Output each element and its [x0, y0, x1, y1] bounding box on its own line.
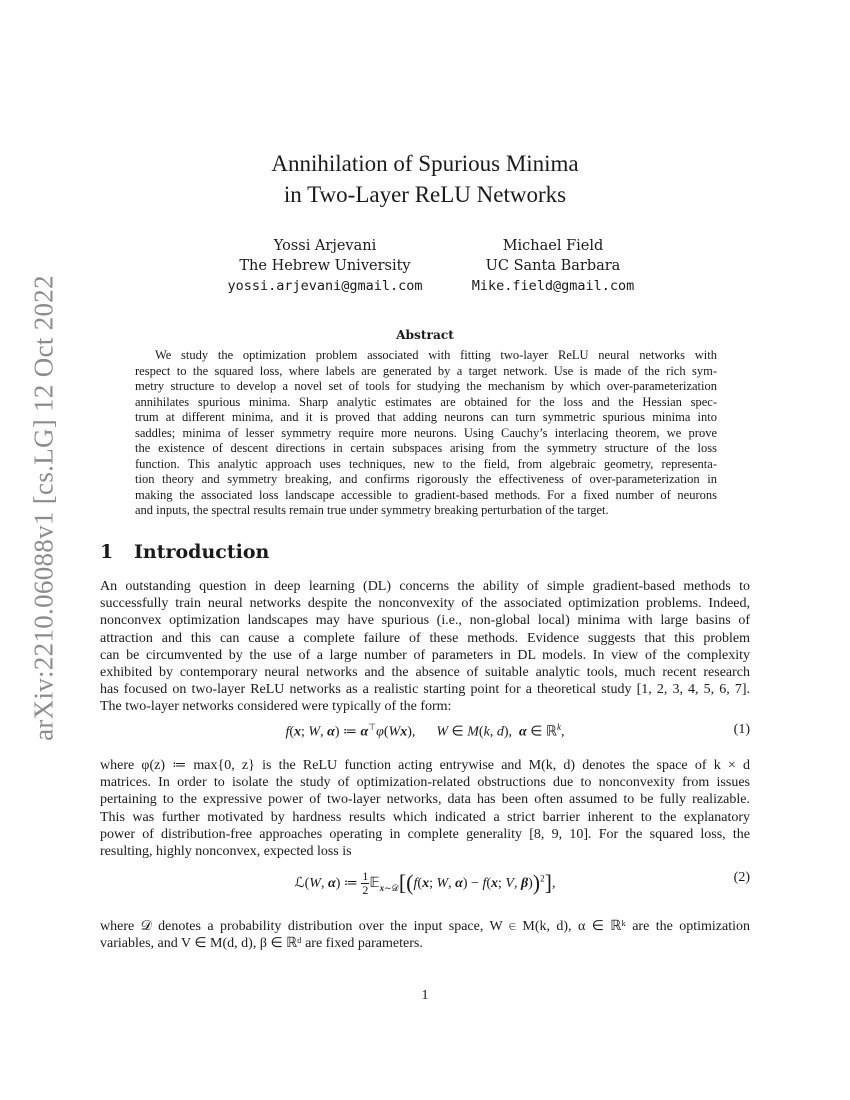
text-line: The two-layer networks considered were typically of the form: [100, 699, 452, 715]
abstract-line: tion theory and symmetry breaking, and confirms rigorously the effectiveness of over-parameterization in [135, 472, 717, 486]
equation-2 [100, 869, 750, 898]
text-line: can be circumvented by the use of a large number of parameters in DL models. In view of the complexity [100, 647, 750, 663]
text-line: exhibited by contemporary neural networks and the absence of suitable analytic tools, much recent research [100, 665, 750, 681]
author-name: Yossi Arjevani [273, 238, 377, 254]
abstract-line: trum at different minima, and it is proved that adding neurons can turn symmetric spurious minima into [135, 410, 717, 424]
equation-2-formula: ℒ(W, α) ≔ $\frac{1}{2}$ 𝔼$_{x\sim 𝒟}$[(f(x; W, α) − f(x; V, β))$^2$], [294, 869, 556, 898]
abstract-line: annihilates spurious minima. Sharp analytic estimates are obtained for the loss and the Hessian spec- [135, 394, 717, 409]
text-line: variables, and V ∈ M(d, d), β ∈ ℝᵈ are fixed parameters. [100, 936, 423, 952]
equation-1-formula: f(x; W, α) ≔ α⊤φ(Wx), W ∈ M(k, d), α ∈ ℝ$^k$, [285, 722, 565, 740]
author-block-2 [440, 236, 666, 296]
abstract-line: the existence of descent directions in certain subspaces arising from the symmetry structure of the loss [135, 441, 717, 455]
arxiv-identifier-text: arXiv:2210.06088v1 [cs.LG] 12 Oct 2022 [28, 275, 59, 741]
section-number: 1 [100, 541, 114, 563]
author-affiliation: The Hebrew University [239, 258, 411, 274]
abstract-line: We study the optimization problem associated with fitting two-layer ReLU neural networks with [155, 348, 717, 362]
author-name: Michael Field [502, 238, 604, 254]
text-line: This was further motivated by hardness results which indicated a strict barrier inherent to the explanatory [100, 809, 750, 825]
text-line: power of distribution-free approaches operating in complete generality [8, 9, 10]. For the squared loss, the [100, 826, 750, 842]
abstract-line: metry structure to develop a novel set of tools for studying the mechanism by which over-parameterization [135, 379, 717, 393]
abstract-line: making the associated loss landscape accessible to gradient-based methods. For a fixed number of neurons [135, 487, 717, 502]
title-line-1: Annihilation of Spurious Minima [271, 151, 579, 176]
text-line: has focused on two-layer ReLU networks as a realistic starting point for a theoretical study [1, 2, 3, 4, 5, 6, 7]. [100, 682, 750, 698]
text-line: attraction and this can cause a complete failure of these methods. Evidence suggests that this problem [100, 630, 750, 646]
equation-2-number: (2) [733, 870, 750, 885]
equation-1 [100, 722, 750, 742]
author-affiliation: UC Santa Barbara [485, 258, 621, 274]
abstract-line: function. This analytic approach uses techniques, new to the field, from algebraic geometry, representa- [135, 456, 717, 471]
text-line: matrices. In order to isolate the study of optimization-related obstructions due to nonconvexity from issues [100, 775, 750, 791]
author-email: yossi.arjevani@gmail.com [227, 278, 423, 294]
abstract-line: respect to the squared loss, where labels are generated by a target network. Use is made of the rich sym- [135, 363, 717, 378]
text-line: where φ(z) ≔ max{0, z} is the ReLU function acting entrywise and M(k, d) denotes the space of k × d [100, 758, 750, 773]
text-line: pertaining to the expressive power of two-layer networks, data has been often assumed to be fully realizable. [100, 792, 750, 808]
text-line: nonconvex optimization landscapes may have spurious (i.e., non-global local) minima with large basins of [100, 613, 750, 629]
author-block-1 [210, 236, 440, 296]
abstract-heading: Abstract [396, 328, 454, 342]
abstract-line: saddles; minima of lesser symmetry require more neurons. Using Cauchy’s interlacing theorem, we prove [135, 425, 717, 440]
text-line: successfully train neural networks despite the nonconvexity of the associated optimization problems. Indeed, [100, 596, 750, 612]
section-title: Introduction [134, 541, 270, 563]
section-heading [100, 541, 269, 563]
author-email: Mike.field@gmail.com [471, 278, 635, 294]
abstract-line: and inputs, the spectral results remain true under symmetry breaking perturbation of the target. [135, 503, 609, 517]
title-line-2: in Two-Layer ReLU Networks [283, 182, 567, 207]
equation-1-number: (1) [733, 722, 750, 737]
text-line: An outstanding question in deep learning (DL) concerns the ability of simple gradient-based methods to [100, 579, 750, 594]
paper-title [0, 148, 850, 210]
abstract-body [135, 348, 717, 519]
paragraph-3 [100, 918, 750, 952]
paragraph-1 [100, 578, 750, 716]
text-line: resulting, highly nonconvex, expected loss is [100, 844, 352, 860]
paragraph-2 [100, 757, 750, 860]
page-number: 1 [421, 988, 429, 1003]
text-line: where 𝒟 denotes a probability distribution over the input space, W ∈ M(k, d), α ∈ ℝᵏ are the optimization [100, 919, 750, 934]
